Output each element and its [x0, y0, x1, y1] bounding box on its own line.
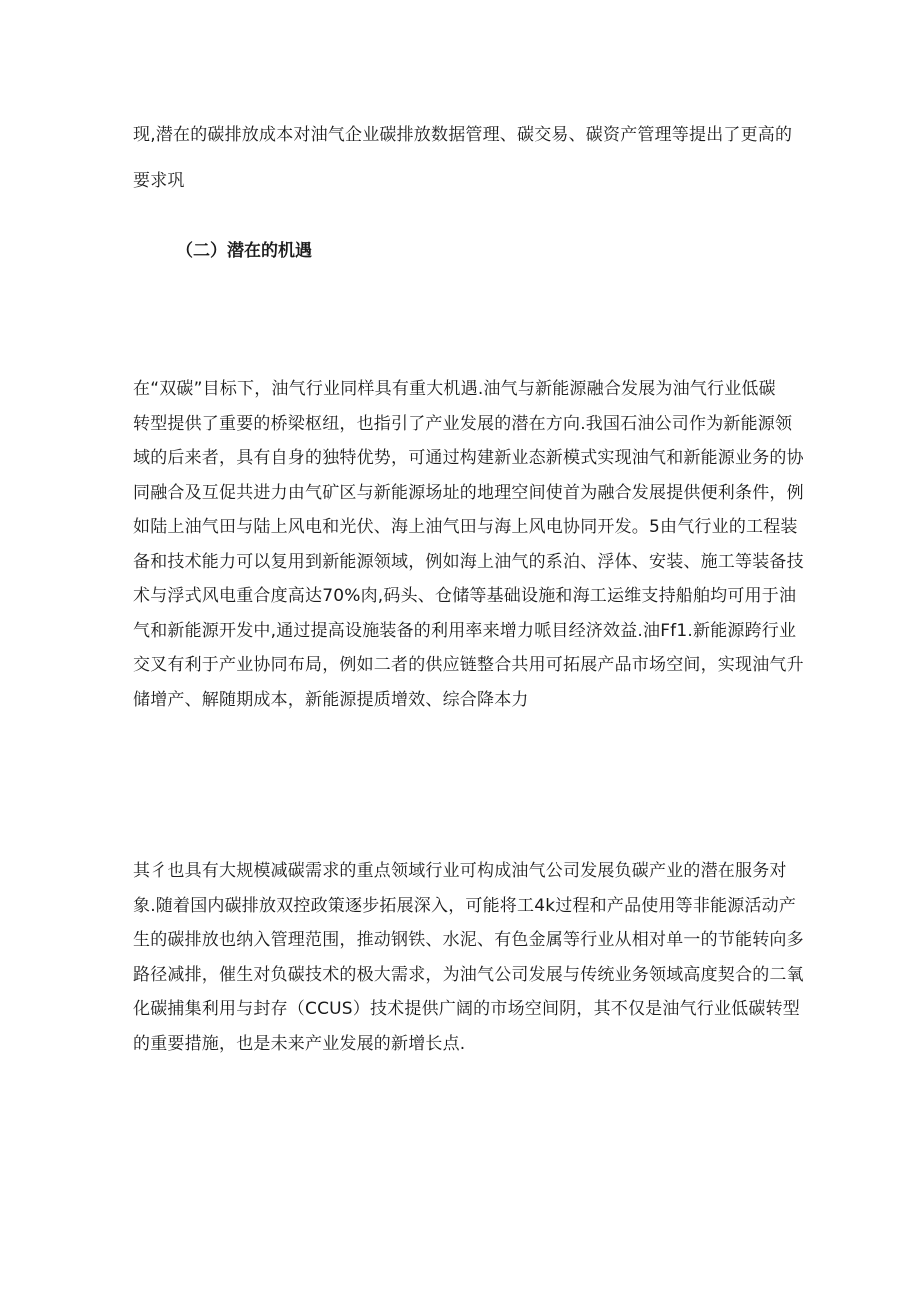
text-line: 现,潜在的碳排放成本对油气企业碳排放数据管理、碳交易、碳资产管理等提出了更高的: [133, 125, 793, 145]
text-line: 备和技术能力可以复用到新能源领域，例如海上油气的系泊、浮体、安装、施工等装备技: [133, 551, 804, 572]
text-line: 要求巩: [133, 171, 185, 191]
text-line: 在“双碳”目标下，油气行业同样具有重大机遇.油气与新能源融合发展为油气行业低碳: [133, 379, 776, 399]
text-line: 术与浮式风电重合度高达70%肉,码头、仓储等基础设施和海工运维支持船舶均可用于油: [133, 586, 797, 606]
text-line: 储增产、解随期成本，新能源提质增效、综合降本力: [133, 689, 529, 710]
paragraph-negative-carbon: [133, 860, 804, 1067]
text-line: 的重要措施，也是未来产业发展的新增长点.: [133, 1033, 466, 1054]
text-line: 域的后来者，具有自身的独特优势，可通过构建新业态新模式实现油气和新能源业务的协: [133, 448, 804, 468]
text-line: 气和新能源开发中,通过提高设施装备的利用率来增力哌目经济效益.油Ff1.新能源跨行业: [133, 620, 797, 641]
section-heading: （二）潜在的机遇: [176, 241, 312, 261]
text-line: 象.随着国内碳排放双控政策逐步拓展深入，可能将工4k过程和产品使用等非能源活动产: [133, 895, 797, 916]
text-line: 转型提供了重要的桥梁枢纽，也指引了产业发展的潜在方向.我国石油公司作为新能源领: [133, 413, 793, 434]
text-line: 化碳捕集利用与封存（CCUS）技术提供广阔的市场空间阴，其不仅是油气行业低碳转型: [133, 999, 800, 1019]
paragraph-opportunities: [133, 378, 804, 723]
text-line: 同融合及互促共进力由气矿区与新能源场址的地理空间使首为融合发展提供便利条件，例: [133, 482, 804, 503]
intro-paragraph: [133, 124, 798, 216]
text-line: 路径减排，催生对负碳技术的极大需求，为油气公司发展与传统业务领域高度契合的二氧: [133, 964, 804, 985]
text-line: 生的碳排放也纳入管理范围，推动钢铁、水泥、有色金属等行业从相对单一的节能转向多: [133, 930, 804, 950]
text-line: 交叉有利于产业协同布局，例如二者的供应链整合共用可拓展产品市场空间，实现油气升: [133, 655, 804, 675]
text-line: 如陆上油气田与陆上风电和光伏、海上油气田与海上风电协同开发。5由气行业的工程装: [133, 517, 798, 537]
text-line: 其彳也具有大规模减碳需求的重点领域行业可构成油气公司发展负碳产业的潜在服务对: [133, 861, 787, 881]
